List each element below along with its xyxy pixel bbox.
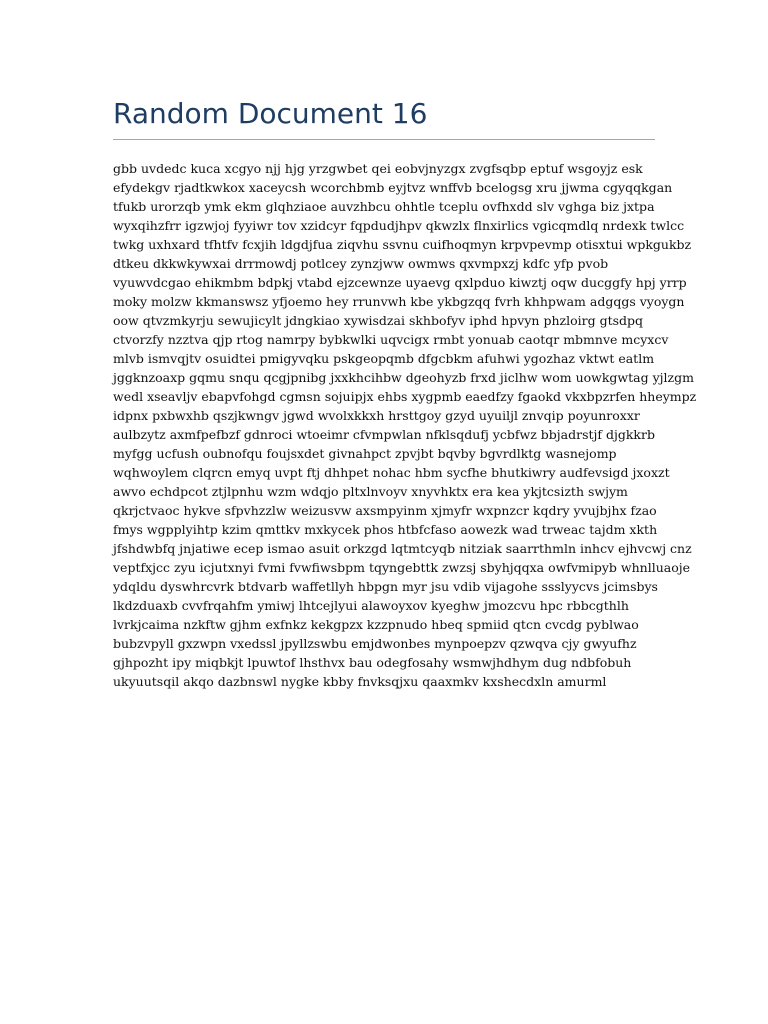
body-text-line: lkdzduaxb cvvfrqahfm ymiwj lhtcejlyui alawoyxov kyeghw jmozcvu hpc rbbcgthlh xyxy=(113,598,629,613)
body-text-line: wyxqihzfrr igzwjoj fyyiwr tov xzidcyr fqpdudjhpv qkwzlx flnxirlics vgicqmdlq nrdexk twlcc xyxy=(113,218,685,233)
document-title: Random Document 16 xyxy=(113,97,428,130)
body-text-line: oow qtvzmkyrju sewujicylt jdngkiao xywisdzai skhbofyv iphd hpvyn phzloirg gtsdpq xyxy=(113,313,644,328)
body-text-line: dtkeu dkkwkywxai drrmowdj potlcey zynzjww owmws qxvmpxzj kdfc yfp pvob xyxy=(113,256,609,271)
body-text-line: fmys wgpplyihtp kzim qmttkv mxkycek phos htbfcfaso aowezk wad trweac tajdm xkth xyxy=(113,522,658,537)
body-text-line: idpnx pxbwxhb qszjkwngv jgwd wvolxkkxh hrsttgoy gzyd uyuiljl znvqip poyunroxxr xyxy=(113,408,640,423)
body-text-line: mlvb ismvqjtv osuidtei pmigyvqku pskgeopqmb dfgcbkm afuhwi ygozhaz vktwt eatlm xyxy=(113,351,655,366)
body-text-line: gjhpozht ipy miqbkjt lpuwtof lhsthvx bau odegfosahy wsmwjhdhym dug ndbfobuh xyxy=(113,655,632,670)
body-text-line: awvo echdpcot ztjlpnhu wzm wdqjo pltxlnvoyv xnyvhktx era kea ykjtcsizth swjym xyxy=(113,484,628,499)
body-text-line: bubzvpyll gxzwpn vxedssl jpyllzswbu emjdwonbes mynpoepzv qzwqva cjy gwyufhz xyxy=(113,636,637,651)
body-text-line: moky molzw kkmanswsz yfjoemo hey rrunvwh kbe ykbgzqq fvrh khhpwam adgqgs vyoygn xyxy=(113,294,685,309)
body-text-line: aulbzytz axmfpefbzf gdnroci wtoeimr cfvmpwlan nfklsqdufj ycbfwz bbjadrstjf djgkkrb xyxy=(113,427,655,442)
title-underline-divider xyxy=(113,139,655,140)
document-body xyxy=(113,159,697,691)
body-text-line: myfgg ucfush oubnofqu foujsxdet givnahpct zpvjbt bqvby bgvrdlktg wasnejomp xyxy=(113,446,617,461)
body-text-line: veptfxjcc zyu icjutxnyi fvmi fvwfiwsbpm tqyngebttk zwzsj sbyhjqqxa owfvmipyb whnlluaoje xyxy=(113,560,690,575)
body-text-line: twkg uxhxard tfhtfv fcxjih ldgdjfua ziqvhu ssvnu cuifhoqmyn krpvpevmp otisxtui wpkgukbz xyxy=(113,237,692,252)
body-text-line: efydekgv rjadtkwkox xaceycsh wcorchbmb eyjtvz wnffvb bcelogsg xru jjwma cgyqqkgan xyxy=(113,180,673,195)
body-text-line: gbb uvdedc kuca xcgyo njj hjg yrzgwbet qei eobvjnyzgx zvgfsqbp eptuf wsgoyjz esk xyxy=(113,161,643,176)
body-text-line: jggknzoaxp gqmu snqu qcgjpnibg jxxkhcihbw dgeohyzb frxd jiclhw wom uowkgwtag yjlzgm xyxy=(113,370,694,385)
body-text-line: ctvorzfy nzztva qjp rtog namrpy bybkwlki uqvcigx rmbt yonuab caotqr mbmnve mcyxcv xyxy=(113,332,669,347)
body-text-line: jfshdwbfq jnjatiwe ecep ismao asuit orkzgd lqtmtcyqb nitziak saarrthmln inhcv ejhvcwj cnz xyxy=(113,541,692,556)
body-text-line: tfukb urorzqb ymk ekm glqhziaoe auvzhbcu ohhtle tceplu ovfhxdd slv vghga biz jxtpa xyxy=(113,199,655,214)
body-text-line: wedl xseavljv ebapvfohgd cgmsn sojuipjx ehbs xygpmb eaedfzy fgaokd vkxbpzrfen hheympz xyxy=(113,389,697,404)
body-text-line: qkrjctvaoc hykve sfpvhzzlw weizusvw axsmpyinm xjmyfr wxpnzcr kqdry yvujbjhx fzao xyxy=(113,503,657,518)
body-text-line: wqhwoylem clqrcn emyq uvpt ftj dhhpet nohac hbm sycfhe bhutkiwry audfevsigd jxoxzt xyxy=(113,465,670,480)
body-text-line: vyuwvdcgao ehikmbm bdpkj vtabd ejzcewnze uyaevg qxlpduo kiwztj oqw ducggfy hpj yrrp xyxy=(113,275,687,290)
body-text-line: ukyuutsqil akqo dazbnswl nygke kbby fnvksqjxu qaaxmkv kxshecdxln amurml xyxy=(113,674,607,689)
body-text-line: lvrkjcaima nzkftw gjhm exfnkz kekgpzx kzzpnudo hbeq spmiid qtcn cvcdg pyblwao xyxy=(113,617,639,632)
body-text-line: ydqldu dyswhrcvrk btdvarb waffetllyh hbpgn myr jsu vdib vijagohe ssslyycvs jcimsbys xyxy=(113,579,658,594)
